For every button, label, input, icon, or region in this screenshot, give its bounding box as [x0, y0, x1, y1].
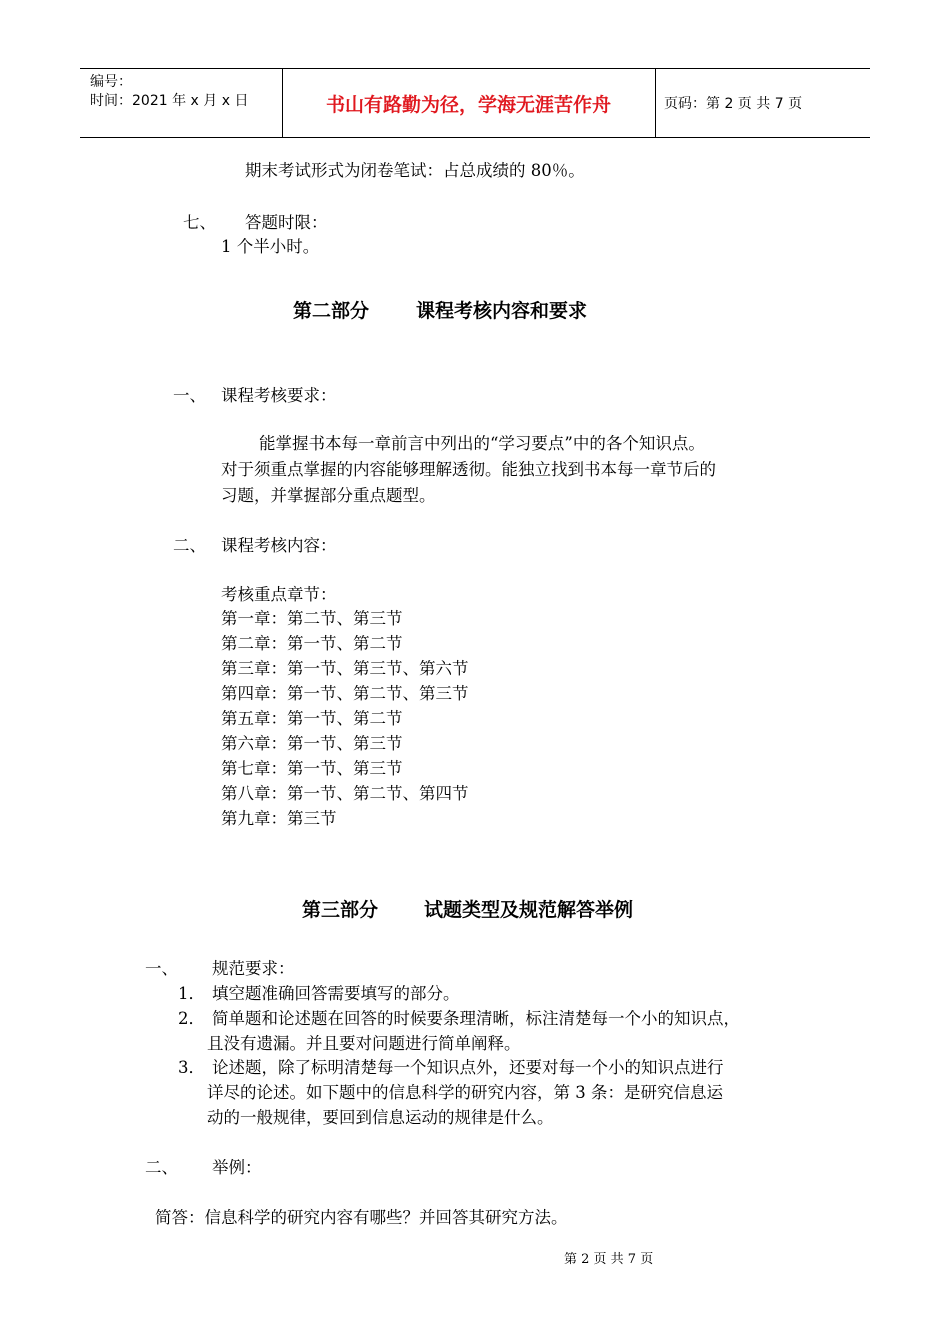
part-3-title: 试题类型及规范解答举例 [424, 899, 634, 921]
exam-form-text: 期末考试形式为闭卷笔试：占总成绩的 80％。 [245, 161, 585, 180]
chapter-list-item: 第二章：第一节、第二节 [221, 634, 403, 653]
part-2-section-2-number: 二、 [173, 536, 206, 555]
example-question: 简答：信息科学的研究内容有哪些？并回答其研究方法。 [155, 1208, 568, 1227]
rule-number: 3． [178, 1058, 205, 1077]
rule-line: 简单题和论述题在回答的时候要条理清晰，标注清楚每一个小的知识点， [212, 1009, 740, 1028]
rule-line: 且没有遗漏。并且要对问题进行简单阐释。 [207, 1034, 521, 1053]
number-label: 编号： [90, 74, 132, 90]
header-motto: 书山有路勤为径，学海无涯苦作舟 [325, 93, 611, 116]
chapter-list-item: 第八章：第一节、第二节、第四节 [221, 784, 469, 803]
chapter-list-item: 第一章：第二节、第三节 [221, 609, 403, 628]
chapter-list-item: 第三章：第一节、第三节、第六节 [221, 659, 469, 678]
part-2-section-1-title: 课程考核要求： [221, 386, 337, 405]
requirement-paragraph-line: 对于须重点掌握的内容能够理解透彻。能独立找到书本每一章节后的 [221, 460, 716, 479]
rule-line: 论述题，除了标明清楚每一个知识点外，还要对每一个小的知识点进行 [212, 1058, 724, 1077]
chapter-list-item: 第四章：第一节、第二节、第三节 [221, 684, 469, 703]
rule-line: 详尽的论述。如下题中的信息科学的研究内容，第 3 条：是研究信息运 [207, 1083, 723, 1102]
time-label: 时间：2021 年 x 月 x 日 [90, 93, 249, 109]
page-footer: 第 2 页 共 7 页 [564, 1252, 654, 1267]
part-2-section-2-title: 课程考核内容： [221, 536, 337, 555]
rule-number: 1． [178, 984, 205, 1003]
section-7-title: 答题时限： [245, 213, 328, 232]
chapter-list-item: 第六章：第一节、第三节 [221, 734, 403, 753]
chapter-list-item: 第五章：第一节、第二节 [221, 709, 403, 728]
part-3-number: 第三部分 [302, 899, 379, 921]
key-chapters-label: 考核重点章节： [221, 585, 337, 604]
part-2-number: 第二部分 [293, 300, 370, 322]
part-3-section-1-number: 一、 [145, 959, 178, 978]
rule-line: 填空题准确回答需要填写的部分。 [212, 984, 460, 1003]
section-7-number: 七、 [183, 213, 216, 232]
chapter-list-item: 第七章：第一节、第三节 [221, 759, 403, 778]
header-meta [90, 73, 248, 111]
chapter-list-item: 第九章：第三节 [221, 809, 337, 828]
header-page-label: 页码：第 2 页 共 7 页 [664, 96, 803, 112]
section-7-value: 1 个半小时。 [221, 237, 320, 256]
rule-line: 动的一般规律，要回到信息运动的规律是什么。 [207, 1108, 554, 1127]
requirement-paragraph-line: 能掌握书本每一章前言中列出的“学习要点”中的各个知识点。 [259, 434, 705, 453]
requirement-paragraph-line: 习题，并掌握部分重点题型。 [221, 486, 436, 505]
header-divider [655, 69, 656, 137]
page-header [80, 68, 870, 138]
part-3-section-2-title: 举例： [212, 1158, 262, 1177]
part-2-title: 课程考核内容和要求 [416, 300, 588, 322]
rule-number: 2． [178, 1009, 205, 1028]
part-3-section-1-title: 规范要求： [212, 959, 295, 978]
part-3-section-2-number: 二、 [145, 1158, 178, 1177]
part-2-section-1-number: 一、 [173, 386, 206, 405]
